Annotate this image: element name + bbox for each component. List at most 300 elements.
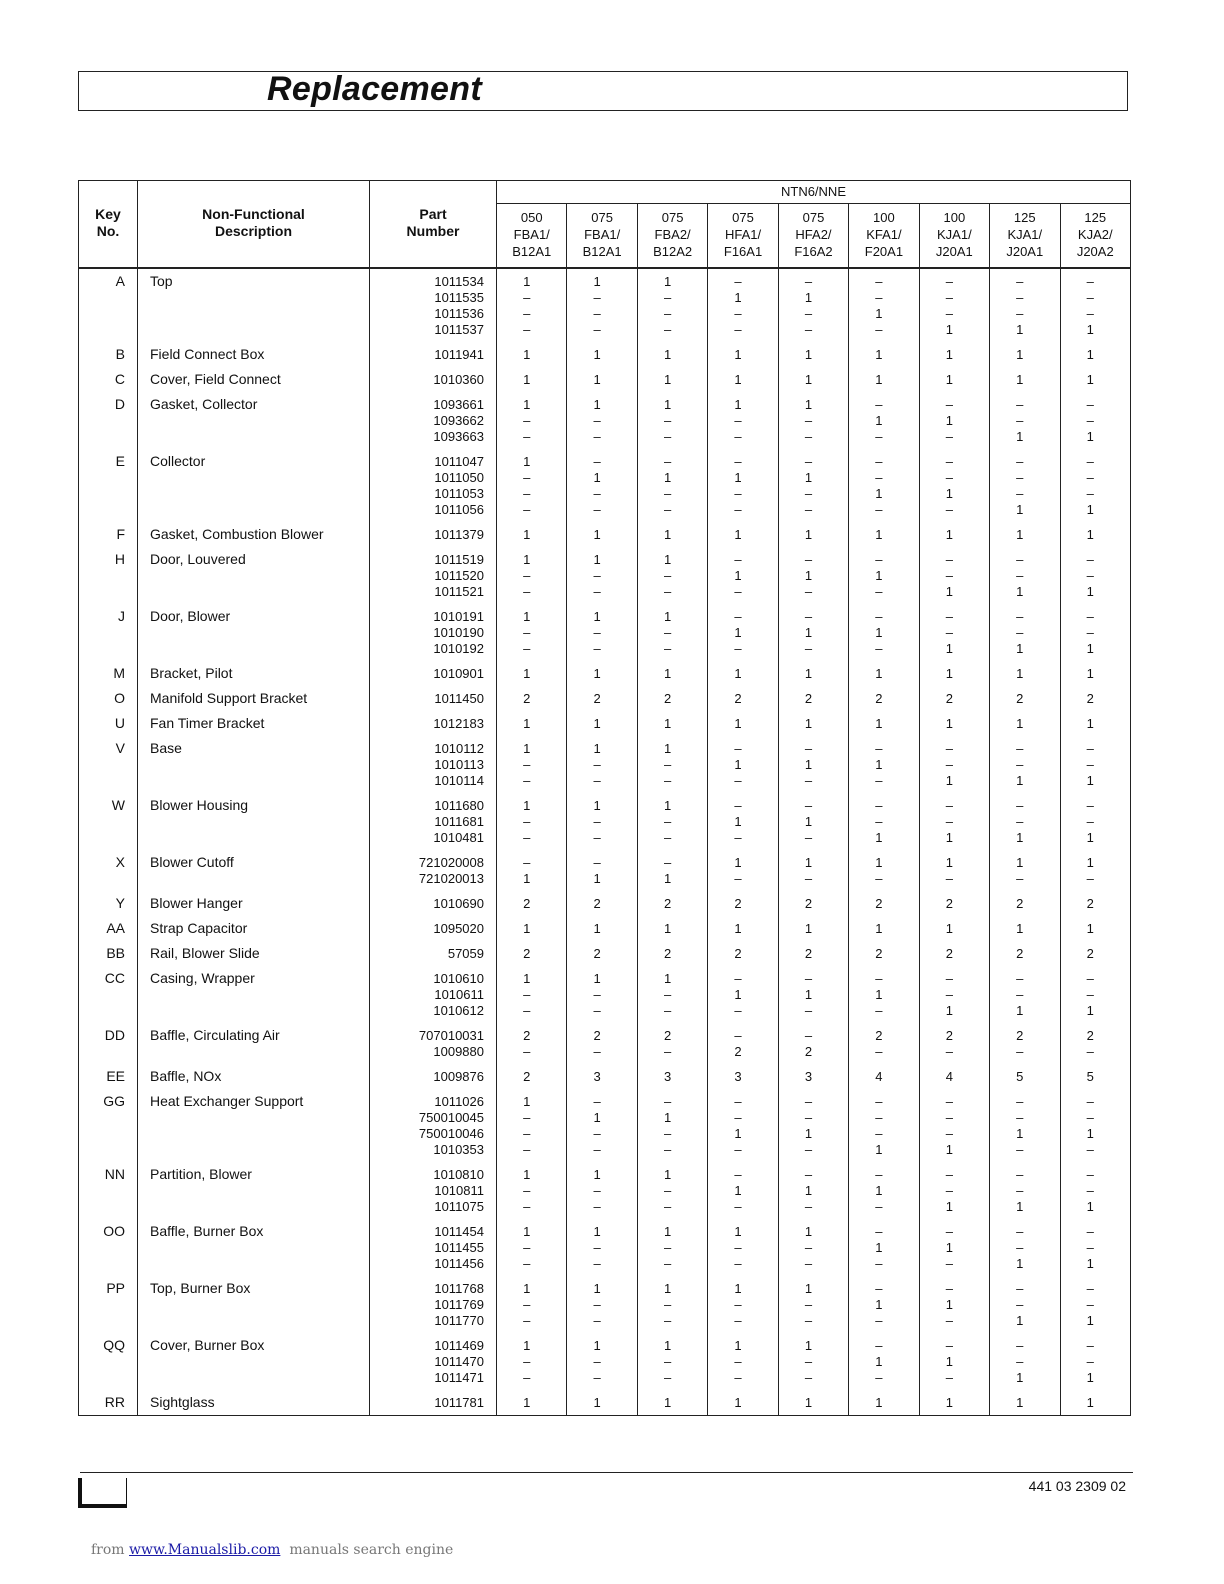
quantity-value: 1: [804, 1281, 813, 1296]
quantity-value: 1: [945, 1142, 953, 1157]
quantity-value: 1: [875, 306, 883, 321]
quantity-cell: [497, 1023, 567, 1064]
quantity-value: –: [1016, 1110, 1024, 1125]
document-number: 441 03 2309 02: [1028, 1478, 1126, 1494]
quantity-value: 1: [734, 1126, 742, 1141]
source-suffix: manuals search engine: [289, 1542, 454, 1558]
quantity-value: 1: [804, 470, 813, 485]
part-number: 1010610: [433, 971, 484, 986]
quantity-cell: [1060, 1162, 1131, 1219]
quantity-value: –: [875, 429, 883, 444]
key-cell: D: [79, 392, 138, 449]
quantity-value: –: [734, 1110, 742, 1125]
part-number-cell: [370, 686, 497, 711]
quantity-value: –: [945, 1338, 953, 1353]
quantity-cell: [637, 736, 707, 793]
quantity-value: –: [734, 641, 742, 656]
quantity-value: –: [663, 1126, 672, 1141]
footer-page-box: [78, 1478, 127, 1508]
quantity-value: –: [945, 290, 953, 305]
quantity-value: 2: [1016, 946, 1024, 961]
quantity-cell: [497, 891, 567, 916]
quantity-value: 1: [523, 397, 531, 412]
quantity-cell: [708, 966, 778, 1023]
quantity-cell: [849, 891, 919, 916]
quantity-value: 2: [804, 1044, 813, 1059]
quantity-value: –: [734, 274, 742, 289]
quantity-cell: [708, 1276, 778, 1333]
model-column-header: 100 KJA1/ J20A1: [919, 204, 989, 269]
quantity-cell: [919, 1276, 989, 1333]
quantity-value: –: [523, 1354, 531, 1369]
table-row: [79, 1064, 1131, 1089]
quantity-value: 1: [1086, 584, 1094, 599]
quantity-value: –: [663, 502, 672, 517]
quantity-value: 1: [523, 347, 531, 362]
quantity-value: 1: [1086, 322, 1094, 337]
quantity-cell: [849, 850, 919, 891]
table-row: [79, 392, 1131, 449]
quantity-value: 1: [875, 1395, 883, 1410]
quantity-cell: [637, 793, 707, 850]
quantity-value: 1: [734, 470, 742, 485]
model-group-header: NTN6/NNE: [497, 181, 1131, 204]
quantity-value: 1: [734, 855, 742, 870]
quantity-value: –: [804, 306, 813, 321]
description-cell: Blower Housing: [138, 793, 370, 850]
part-number: 57059: [447, 946, 484, 961]
quantity-cell: [497, 1276, 567, 1333]
part-number: 1011456: [434, 1256, 484, 1271]
quantity-value: 1: [1086, 1003, 1094, 1018]
quantity-value: –: [1086, 814, 1094, 829]
quantity-value: 1: [663, 552, 672, 567]
quantity-value: 1: [875, 1183, 883, 1198]
quantity-cell: [919, 1064, 989, 1089]
quantity-value: –: [663, 1313, 672, 1328]
part-number-cell: [370, 736, 497, 793]
table-row: [79, 736, 1131, 793]
quantity-value: –: [593, 641, 601, 656]
quantity-value: 1: [523, 1395, 531, 1410]
model-column-header: 125 KJA2/ J20A2: [1060, 204, 1131, 269]
quantity-cell: [497, 850, 567, 891]
quantity-cell: [778, 1390, 848, 1416]
quantity-value: 1: [734, 757, 742, 772]
quantity-value: 1: [663, 1224, 672, 1239]
quantity-value: –: [945, 798, 953, 813]
quantity-value: –: [945, 502, 953, 517]
quantity-cell: [778, 1089, 848, 1162]
quantity-cell: [849, 1064, 919, 1089]
quantity-cell: [637, 1162, 707, 1219]
quantity-value: –: [523, 1370, 531, 1385]
description-cell: Baffle, NOx: [138, 1064, 370, 1089]
quantity-value: –: [875, 814, 883, 829]
quantity-value: –: [875, 1256, 883, 1271]
quantity-value: 1: [945, 855, 953, 870]
part-number: 1011450: [434, 691, 484, 706]
quantity-cell: [708, 268, 778, 342]
description-cell: Baffle, Burner Box: [138, 1219, 370, 1276]
table-row: [79, 686, 1131, 711]
quantity-value: –: [523, 757, 531, 772]
quantity-value: –: [875, 502, 883, 517]
quantity-value: –: [523, 814, 531, 829]
table-row: [79, 1219, 1131, 1276]
quantity-cell: [990, 449, 1060, 522]
quantity-value: 1: [1086, 1370, 1094, 1385]
quantity-value: 1: [593, 552, 601, 567]
quantity-value: 1: [945, 641, 953, 656]
quantity-value: –: [1016, 971, 1024, 986]
quantity-value: 1: [1086, 716, 1094, 731]
quantity-value: 1: [1016, 666, 1024, 681]
part-number: 1010611: [434, 987, 484, 1002]
quantity-cell: [708, 1023, 778, 1064]
quantity-value: –: [523, 470, 531, 485]
quantity-cell: [567, 1219, 637, 1276]
quantity-value: 1: [945, 486, 953, 501]
key-cell: F: [79, 522, 138, 547]
quantity-value: 1: [875, 1240, 883, 1255]
quantity-value: –: [945, 1167, 953, 1182]
quantity-cell: [708, 941, 778, 966]
quantity-value: –: [593, 1256, 601, 1271]
quantity-cell: [849, 1089, 919, 1162]
table-row: [79, 367, 1131, 392]
quantity-value: –: [945, 306, 953, 321]
quantity-cell: [990, 793, 1060, 850]
quantity-value: –: [945, 757, 953, 772]
quantity-value: –: [1016, 1297, 1024, 1312]
quantity-value: –: [875, 641, 883, 656]
quantity-value: –: [1086, 1167, 1094, 1182]
quantity-cell: [849, 522, 919, 547]
quantity-cell: [637, 449, 707, 522]
part-number: 707010031: [418, 1028, 484, 1043]
quantity-value: –: [593, 1126, 601, 1141]
quantity-cell: [567, 1276, 637, 1333]
quantity-value: –: [804, 798, 813, 813]
quantity-cell: [778, 850, 848, 891]
part-number: 1010192: [433, 641, 484, 656]
quantity-value: –: [663, 1003, 672, 1018]
key-cell: AA: [79, 916, 138, 941]
quantity-value: –: [1086, 397, 1094, 412]
key-cell: H: [79, 547, 138, 604]
part-number-cell: [370, 941, 497, 966]
quantity-value: 2: [1086, 896, 1094, 911]
quantity-value: –: [1016, 274, 1024, 289]
quantity-value: 1: [945, 347, 953, 362]
quantity-value: 2: [734, 691, 742, 706]
quantity-value: –: [593, 1199, 601, 1214]
key-cell: PP: [79, 1276, 138, 1333]
key-cell: U: [79, 711, 138, 736]
quantity-value: 1: [734, 568, 742, 583]
quantity-value: 1: [804, 1126, 813, 1141]
quantity-value: 1: [875, 527, 883, 542]
quantity-value: –: [663, 1094, 672, 1109]
quantity-cell: [637, 1333, 707, 1390]
part-number: 1010112: [434, 741, 484, 756]
quantity-cell: [849, 1023, 919, 1064]
quantity-value: 1: [804, 568, 813, 583]
quantity-value: –: [523, 625, 531, 640]
part-number: 1011454: [434, 1224, 484, 1239]
quantity-value: 1: [1086, 1126, 1094, 1141]
quantity-value: –: [593, 486, 601, 501]
quantity-cell: [919, 449, 989, 522]
part-number: 1011536: [434, 306, 484, 321]
quantity-value: 1: [875, 716, 883, 731]
description-cell: Door, Blower: [138, 604, 370, 661]
quantity-value: 1: [875, 372, 883, 387]
quantity-value: 1: [804, 397, 813, 412]
quantity-cell: [778, 268, 848, 342]
quantity-value: 1: [663, 921, 672, 936]
quantity-value: 1: [1016, 641, 1024, 656]
quantity-value: –: [1086, 1354, 1094, 1369]
quantity-value: –: [1086, 625, 1094, 640]
quantity-value: 1: [804, 814, 813, 829]
quantity-cell: [708, 367, 778, 392]
quantity-cell: [849, 941, 919, 966]
quantity-cell: [497, 604, 567, 661]
quantity-cell: [708, 1219, 778, 1276]
part-number: 1010190: [433, 625, 484, 640]
quantity-value: –: [875, 454, 883, 469]
part-number: 1011075: [434, 1199, 484, 1214]
quantity-value: –: [593, 290, 601, 305]
quantity-value: 1: [875, 757, 883, 772]
quantity-value: 1: [1016, 429, 1024, 444]
quantity-value: –: [593, 1003, 601, 1018]
quantity-value: –: [734, 609, 742, 624]
quantity-value: 2: [523, 896, 531, 911]
quantity-value: –: [663, 413, 672, 428]
quantity-cell: [990, 736, 1060, 793]
quantity-cell: [567, 1064, 637, 1089]
quantity-value: –: [945, 814, 953, 829]
quantity-value: –: [593, 454, 601, 469]
quantity-value: 1: [593, 1110, 601, 1125]
quantity-value: –: [945, 1110, 953, 1125]
quantity-value: –: [734, 322, 742, 337]
description-cell: Rail, Blower Slide: [138, 941, 370, 966]
table-row: [79, 661, 1131, 686]
quantity-value: –: [875, 1370, 883, 1385]
quantity-cell: [567, 793, 637, 850]
quantity-value: –: [734, 741, 742, 756]
quantity-value: –: [1016, 987, 1024, 1002]
quantity-cell: [1060, 1333, 1131, 1390]
description-cell: Blower Cutoff: [138, 850, 370, 891]
quantity-value: 1: [945, 773, 953, 788]
quantity-value: –: [804, 1028, 813, 1043]
quantity-value: –: [804, 1313, 813, 1328]
quantity-value: –: [523, 1183, 531, 1198]
quantity-value: 4: [945, 1069, 953, 1084]
quantity-value: –: [1016, 1281, 1024, 1296]
quantity-value: –: [875, 1044, 883, 1059]
quantity-cell: [990, 1333, 1060, 1390]
part-number: 1011053: [434, 486, 484, 501]
quantity-cell: [1060, 367, 1131, 392]
quantity-value: 1: [1086, 855, 1094, 870]
quantity-value: 1: [593, 871, 601, 886]
quantity-value: –: [1086, 470, 1094, 485]
quantity-value: 2: [734, 946, 742, 961]
quantity-value: –: [804, 454, 813, 469]
quantity-value: –: [875, 1224, 883, 1239]
part-number: 1009876: [433, 1069, 484, 1084]
model-column-header: 125 KJA1/ J20A1: [990, 204, 1060, 269]
quantity-value: 2: [593, 1028, 601, 1043]
quantity-value: –: [663, 757, 672, 772]
quantity-cell: [1060, 850, 1131, 891]
quantity-value: –: [804, 1256, 813, 1271]
quantity-value: 1: [804, 1224, 813, 1239]
source-link[interactable]: www.Manualslib.com: [129, 1542, 281, 1558]
quantity-cell: [990, 1390, 1060, 1416]
quantity-value: 1: [523, 274, 531, 289]
quantity-cell: [1060, 891, 1131, 916]
quantity-value: –: [1016, 1338, 1024, 1353]
quantity-value: –: [804, 1167, 813, 1182]
quantity-value: –: [523, 1297, 531, 1312]
quantity-cell: [567, 661, 637, 686]
key-cell: BB: [79, 941, 138, 966]
quantity-value: –: [523, 1313, 531, 1328]
quantity-value: –: [523, 1044, 531, 1059]
quantity-value: –: [875, 871, 883, 886]
quantity-value: 1: [734, 527, 742, 542]
description-cell: Manifold Support Bracket: [138, 686, 370, 711]
quantity-value: 1: [1016, 830, 1024, 845]
quantity-value: 1: [663, 1167, 672, 1182]
quantity-value: –: [945, 625, 953, 640]
quantity-value: 1: [663, 1110, 672, 1125]
quantity-value: 1: [1016, 716, 1024, 731]
quantity-cell: [919, 966, 989, 1023]
quantity-cell: [849, 711, 919, 736]
quantity-value: –: [804, 1354, 813, 1369]
part-number: 1011047: [434, 454, 484, 469]
quantity-cell: [497, 1219, 567, 1276]
key-cell: Y: [79, 891, 138, 916]
quantity-value: 1: [945, 1199, 953, 1214]
quantity-value: 1: [593, 798, 601, 813]
quantity-value: –: [945, 1313, 953, 1328]
quantity-value: –: [523, 773, 531, 788]
part-number: 721020008: [418, 855, 484, 870]
quantity-value: 1: [945, 527, 953, 542]
quantity-value: –: [734, 502, 742, 517]
quantity-value: 1: [1086, 641, 1094, 656]
quantity-value: –: [734, 552, 742, 567]
quantity-cell: [567, 686, 637, 711]
quantity-cell: [1060, 966, 1131, 1023]
quantity-value: 1: [1016, 347, 1024, 362]
key-cell: EE: [79, 1064, 138, 1089]
quantity-cell: [567, 711, 637, 736]
quantity-cell: [990, 1023, 1060, 1064]
quantity-value: –: [593, 773, 601, 788]
quantity-cell: [1060, 686, 1131, 711]
quantity-value: –: [875, 397, 883, 412]
quantity-value: –: [663, 1142, 672, 1157]
quantity-cell: [708, 793, 778, 850]
quantity-cell: [637, 1276, 707, 1333]
quantity-value: –: [663, 568, 672, 583]
part-number-cell: [370, 449, 497, 522]
quantity-value: 1: [1086, 921, 1094, 936]
part-number-cell: [370, 891, 497, 916]
quantity-value: –: [1016, 486, 1024, 501]
quantity-value: 1: [945, 716, 953, 731]
quantity-cell: [778, 1162, 848, 1219]
quantity-cell: [919, 547, 989, 604]
table-row: [79, 1390, 1131, 1416]
quantity-cell: [919, 661, 989, 686]
quantity-cell: [849, 342, 919, 367]
quantity-value: 1: [804, 666, 813, 681]
quantity-value: 1: [663, 666, 672, 681]
quantity-value: 1: [593, 666, 601, 681]
quantity-cell: [567, 367, 637, 392]
quantity-value: 2: [1086, 691, 1094, 706]
quantity-value: –: [945, 397, 953, 412]
quantity-value: –: [875, 470, 883, 485]
quantity-value: –: [1086, 552, 1094, 567]
quantity-value: –: [1016, 1224, 1024, 1239]
quantity-value: 1: [1086, 527, 1094, 542]
description-header: Non-Functional Description: [138, 181, 370, 269]
quantity-cell: [849, 1390, 919, 1416]
quantity-cell: [637, 547, 707, 604]
quantity-value: –: [663, 306, 672, 321]
quantity-cell: [778, 449, 848, 522]
quantity-value: –: [663, 625, 672, 640]
quantity-cell: [497, 941, 567, 966]
quantity-cell: [990, 661, 1060, 686]
quantity-value: 5: [1016, 1069, 1024, 1084]
quantity-value: 2: [663, 691, 672, 706]
quantity-value: –: [593, 830, 601, 845]
quantity-value: 2: [804, 896, 813, 911]
quantity-value: –: [875, 1003, 883, 1018]
quantity-value: –: [1016, 454, 1024, 469]
quantity-cell: [708, 1089, 778, 1162]
quantity-value: –: [1016, 871, 1024, 886]
part-number: 1010901: [433, 666, 484, 681]
quantity-cell: [1060, 547, 1131, 604]
quantity-cell: [708, 604, 778, 661]
quantity-value: –: [523, 322, 531, 337]
quantity-value: –: [593, 322, 601, 337]
quantity-value: –: [593, 1354, 601, 1369]
table-row: [79, 1276, 1131, 1333]
quantity-value: –: [1086, 1240, 1094, 1255]
quantity-value: –: [1086, 609, 1094, 624]
part-number: 1011455: [434, 1240, 484, 1255]
quantity-cell: [497, 711, 567, 736]
model-column-header: 075 FBA1/ B12A1: [567, 204, 637, 269]
quantity-value: 1: [523, 971, 531, 986]
quantity-cell: [1060, 661, 1131, 686]
